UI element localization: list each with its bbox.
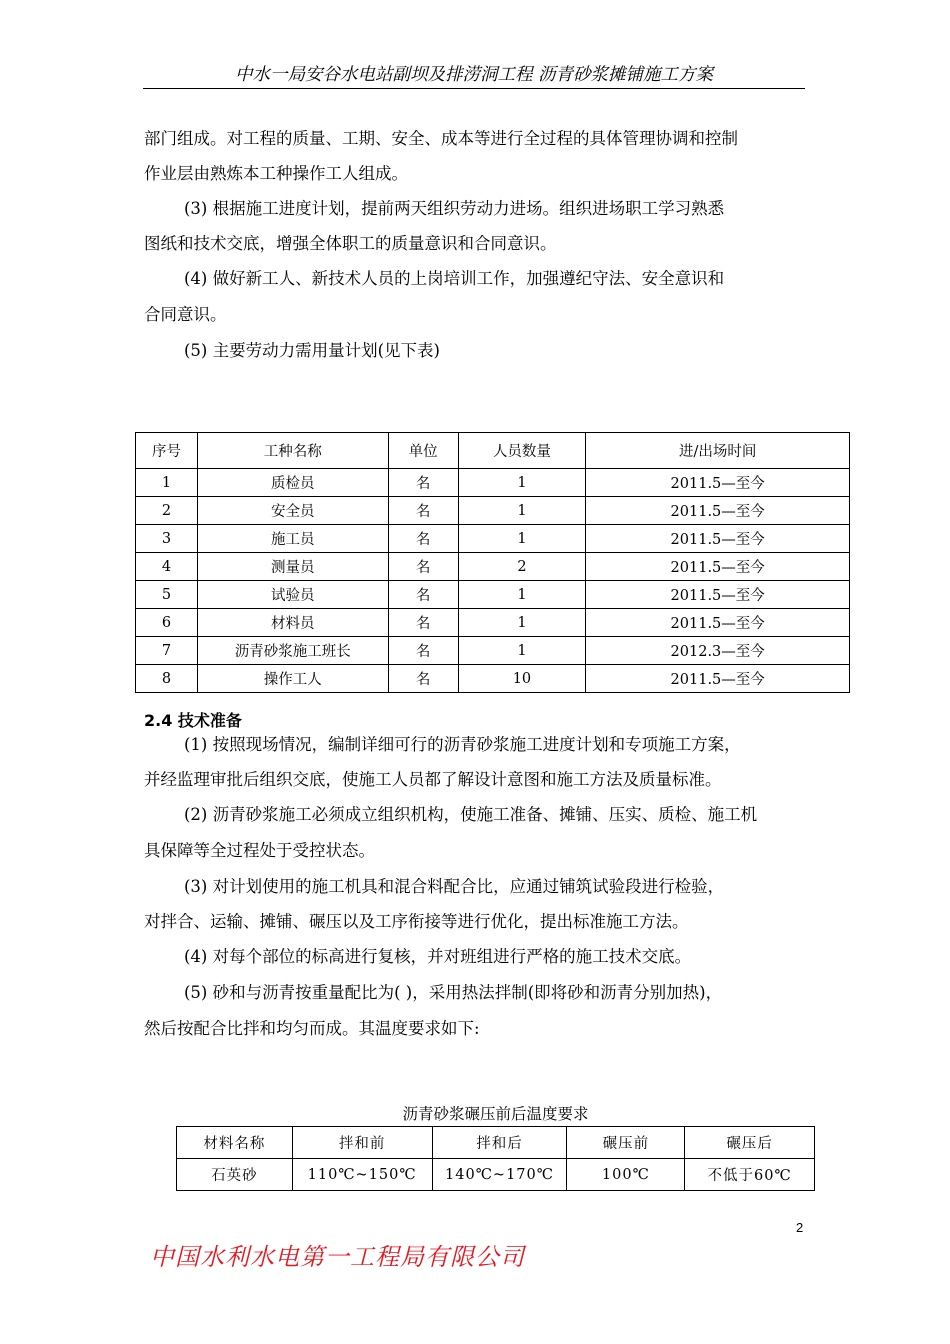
header-cell: 进/出场时间 [586,433,850,469]
labor-table [135,432,850,693]
table-cell: 1 [458,609,586,637]
header-cell: 材料名称 [177,1127,293,1159]
table-row [177,1159,815,1191]
table-cell: 2011.5—至今 [586,581,850,609]
paragraph-line: (1) 按照现场情况，编制详细可行的沥青砂浆施工进度计划和专项施工方案， [184,735,741,754]
table-cell: 100℃ [567,1159,685,1191]
table-cell: 材料员 [197,609,388,637]
company-footer: 中国水利水电第一工程局有限公司 [150,1243,525,1271]
table-row [136,497,850,525]
table-cell: 2011.5—至今 [586,609,850,637]
header-cell: 碾压后 [685,1127,815,1159]
table-cell: 8 [136,665,198,693]
paragraph-line: 并经监理审批后组织交底，使施工人员都了解设计意图和施工方法及质量标准。 [144,770,722,789]
table-row [136,609,850,637]
table-cell: 1 [458,525,586,553]
table-header-row [177,1127,815,1159]
table-cell: 名 [388,525,458,553]
table-cell: 4 [136,553,198,581]
table-cell: 2 [136,497,198,525]
paragraph-line: (3) 根据施工进度计划，提前两天组织劳动力进场。组织进场职工学习熟悉 [184,199,725,218]
paragraph-line: 作业层由熟炼本工种操作工人组成。 [144,164,408,183]
page-number: 2 [796,1220,804,1235]
header-cell: 拌和后 [432,1127,567,1159]
table-cell: 测量员 [197,553,388,581]
table-cell: 不低于60℃ [685,1159,815,1191]
paragraph-line: (4) 对每个部位的标高进行复核，并对班组进行严格的施工技术交底。 [184,947,692,966]
paragraph-line: (4) 做好新工人、新技术人员的上岗培训工作，加强遵纪守法、安全意识和 [184,269,725,288]
header-cell: 碾压前 [567,1127,685,1159]
table-cell: 操作工人 [197,665,388,693]
table-caption: 沥青砂浆碾压前后温度要求 [402,1105,589,1123]
table-row [136,553,850,581]
table-row [136,525,850,553]
table-cell: 1 [458,581,586,609]
table-cell: 3 [136,525,198,553]
paragraph-line: (2) 沥青砂浆施工必须成立组织机构，使施工准备、摊铺、压实、质检、施工机 [184,805,758,824]
paragraph-line: (3) 对计划使用的施工机具和混合料配合比，应通过铺筑试验段进行检验， [184,877,725,896]
page-header: 中水一局安谷水电站副坝及排涝洞工程 沥青砂浆摊铺施工方案 [143,62,805,89]
table-cell: 名 [388,637,458,665]
paragraph-line: 图纸和技术交底，增强全体职工的质量意识和合同意识。 [144,234,557,253]
table-cell: 2012.3—至今 [586,637,850,665]
table-row [136,665,850,693]
temperature-table [176,1126,815,1191]
table-cell: 沥青砂浆施工班长 [197,637,388,665]
paragraph-line: 然后按配合比拌和均匀而成。其温度要求如下: [144,1019,480,1038]
paragraph-line: 部门组成。对工程的质量、工期、安全、成本等进行全过程的具体管理协调和控制 [144,129,738,148]
table-cell: 石英砂 [177,1159,293,1191]
table-row [136,637,850,665]
header-cell: 拌和前 [292,1127,432,1159]
table-cell: 2011.5—至今 [586,469,850,497]
paragraph-line: 合同意识。 [144,305,227,324]
table-cell: 1 [136,469,198,497]
table-cell: 质检员 [197,469,388,497]
paragraph-line: (5) 主要劳动力需用量计划(见下表) [184,341,440,360]
table-cell: 名 [388,609,458,637]
table-cell: 施工员 [197,525,388,553]
table-cell: 2 [458,553,586,581]
table-header-row [136,433,850,469]
table-cell: 名 [388,665,458,693]
table-cell: 1 [458,469,586,497]
table-cell: 110℃~150℃ [292,1159,432,1191]
table-row [136,581,850,609]
table-cell: 6 [136,609,198,637]
table-cell: 1 [458,497,586,525]
table-cell: 5 [136,581,198,609]
paragraph-line: 对拌合、运输、摊铺、碾压以及工序衔接等进行优化，提出标准施工方法。 [144,912,689,931]
table-cell: 140℃~170℃ [432,1159,567,1191]
table-cell: 安全员 [197,497,388,525]
paragraph-line: (5) 砂和与沥青按重量配比为( )，采用热法拌制(即将砂和沥青分别加热)， [184,983,723,1002]
table-cell: 2011.5—至今 [586,497,850,525]
table-cell: 1 [458,637,586,665]
table-cell: 7 [136,637,198,665]
table-cell: 名 [388,553,458,581]
table-cell: 10 [458,665,586,693]
section-heading: 2.4 技术准备 [144,711,242,730]
paragraph-line: 具保障等全过程处于受控状态。 [144,841,375,860]
table-cell: 名 [388,497,458,525]
header-cell: 单位 [388,433,458,469]
table-cell: 2011.5—至今 [586,525,850,553]
header-cell: 人员数量 [458,433,586,469]
table-cell: 试验员 [197,581,388,609]
table-cell: 名 [388,469,458,497]
header-cell: 序号 [136,433,198,469]
table-cell: 2011.5—至今 [586,665,850,693]
header-cell: 工种名称 [197,433,388,469]
table-cell: 2011.5—至今 [586,553,850,581]
table-cell: 名 [388,581,458,609]
table-row [136,469,850,497]
